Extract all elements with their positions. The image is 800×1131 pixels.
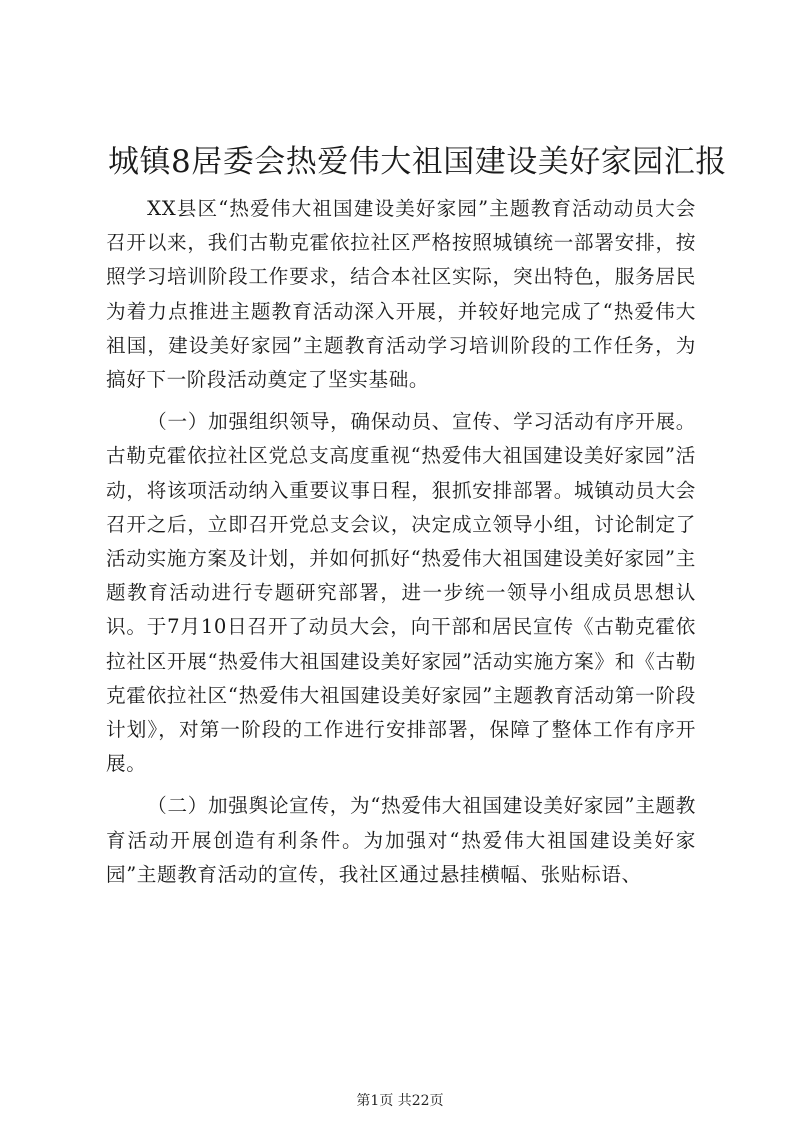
paragraph-section-1: （一）加强组织领导，确保动员、宣传、学习活动有序开展。古勒克霍依拉社区党总支高度重视“热爱伟大祖国建设美好家园”活动，将该项活动纳入重要议事日程，狠抓安排部署。城镇动员大会召开之后，立即召开党总支会议，决定成立领导小组，讨论制定了活动实施方案及计划，并如何抓好“热爱伟大祖国建设美好家园”主题教育活动进行专题研究部署，进一步统一领导小组成员思想认识。于7月10日召开了动员大会，向干部和居民宣传《古勒克霍依拉社区开展“热爱伟大祖国建设美好家园”活动实施方案》和《古勒克霍依拉社区“热爱伟大祖国建设美好家园”主题教育活动第一阶段计划》，对第一阶段的工作进行安排部署，保障了整体工作有序开展。 — [106, 410, 696, 776]
paragraph-intro: XX县区“热爱伟大祖国建设美好家园”主题教育活动动员大会召开以来，我们古勒克霍依拉社区严格按照城镇统一部署安排，按照学习培训阶段工作要求，结合本社区实际，突出特色，服务居民为着力点推进主题教育活动深入开展，并较好地完成了“热爱伟大祖国，建设美好家园”主题教育活动学习培训阶段的工作任务，为搞好下一阶段活动奠定了坚实基础。 — [106, 197, 696, 392]
paragraph-section-2: （二）加强舆论宣传，为“热爱伟大祖国建设美好家园”主题教育活动开展创造有利条件。为加强对“热爱伟大祖国建设美好家园”主题教育活动的宣传，我社区通过悬挂横幅、张贴标语、 — [106, 794, 696, 886]
document-title: 城镇8居委会热爱伟大祖国建设美好家园汇报 — [108, 144, 727, 180]
page-footer: 第1页 共22页 — [356, 1093, 444, 1109]
document-body — [106, 192, 696, 900]
